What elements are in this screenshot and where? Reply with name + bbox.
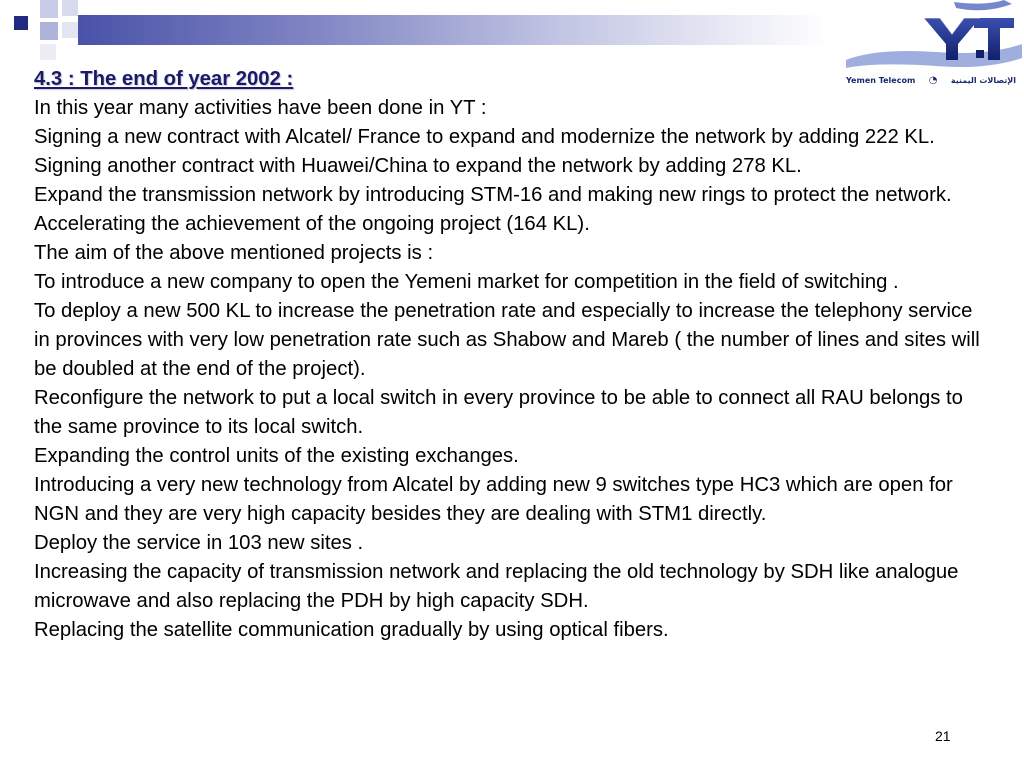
paragraph: Deploy the service in 103 new sites . (34, 532, 364, 554)
slide-number: 21 (935, 728, 951, 744)
slide-title: 4.3 : The end of year 2002 : (34, 68, 294, 90)
paragraph: To deploy a new 500 KL to increase the penetration rate and especially to increase the telephony service in provinces with very low penetration rate such as Shabow and Mareb ( the number of lines and sites will be doubled at the end of the project). (34, 300, 980, 380)
yt-logo-graphic (836, 0, 1024, 72)
slide-body (34, 65, 984, 645)
paragraph: Replacing the satellite communication gradually by using optical fibers. (34, 619, 669, 641)
paragraph: Signing another contract with Huawei/China to expand the network by adding 278 KL. (34, 155, 802, 177)
decor-square (62, 22, 78, 38)
paragraph: In this year many activities have been done in YT : (34, 97, 487, 119)
paragraph: Accelerating the achievement of the ongoing project (164 KL). (34, 213, 590, 235)
decor-square (40, 22, 58, 40)
paragraph: Signing a new contract with Alcatel/ France to expand and modernize the network by adding 222 KL. (34, 126, 935, 148)
paragraph: The aim of the above mentioned projects is : (34, 242, 434, 264)
paragraph: Expand the transmission network by introducing STM-16 and making new rings to protect the network. (34, 184, 952, 206)
paragraph: Expanding the control units of the existing exchanges. (34, 445, 519, 467)
decor-square (14, 16, 28, 30)
logo-caption-english: Yemen Telecom (846, 75, 916, 85)
paragraph: Reconfigure the network to put a local switch in every province to be able to connect all RAU belongs to the same province to its local switch. (34, 387, 963, 438)
decor-square (40, 0, 58, 18)
paragraph: To introduce a new company to open the Yemeni market for competition in the field of switching . (34, 271, 899, 293)
logo-swoosh-icon: ◔ (928, 74, 938, 86)
decor-square (40, 44, 56, 60)
corner-decoration (0, 0, 80, 60)
decor-square (62, 0, 78, 16)
logo-caption-arabic: الإتصالات اليمنية (950, 75, 1016, 85)
header-gradient-bar (78, 15, 828, 45)
paragraph: Introducing a very new technology from Alcatel by adding new 9 switches type HC3 which are open for NGN and they are very high capacity besides they are dealing with STM1 directly. (34, 474, 953, 525)
paragraph: Increasing the capacity of transmission network and replacing the old technology by SDH like analogue microwave and also replacing the PDH by high capacity SDH. (34, 561, 959, 612)
